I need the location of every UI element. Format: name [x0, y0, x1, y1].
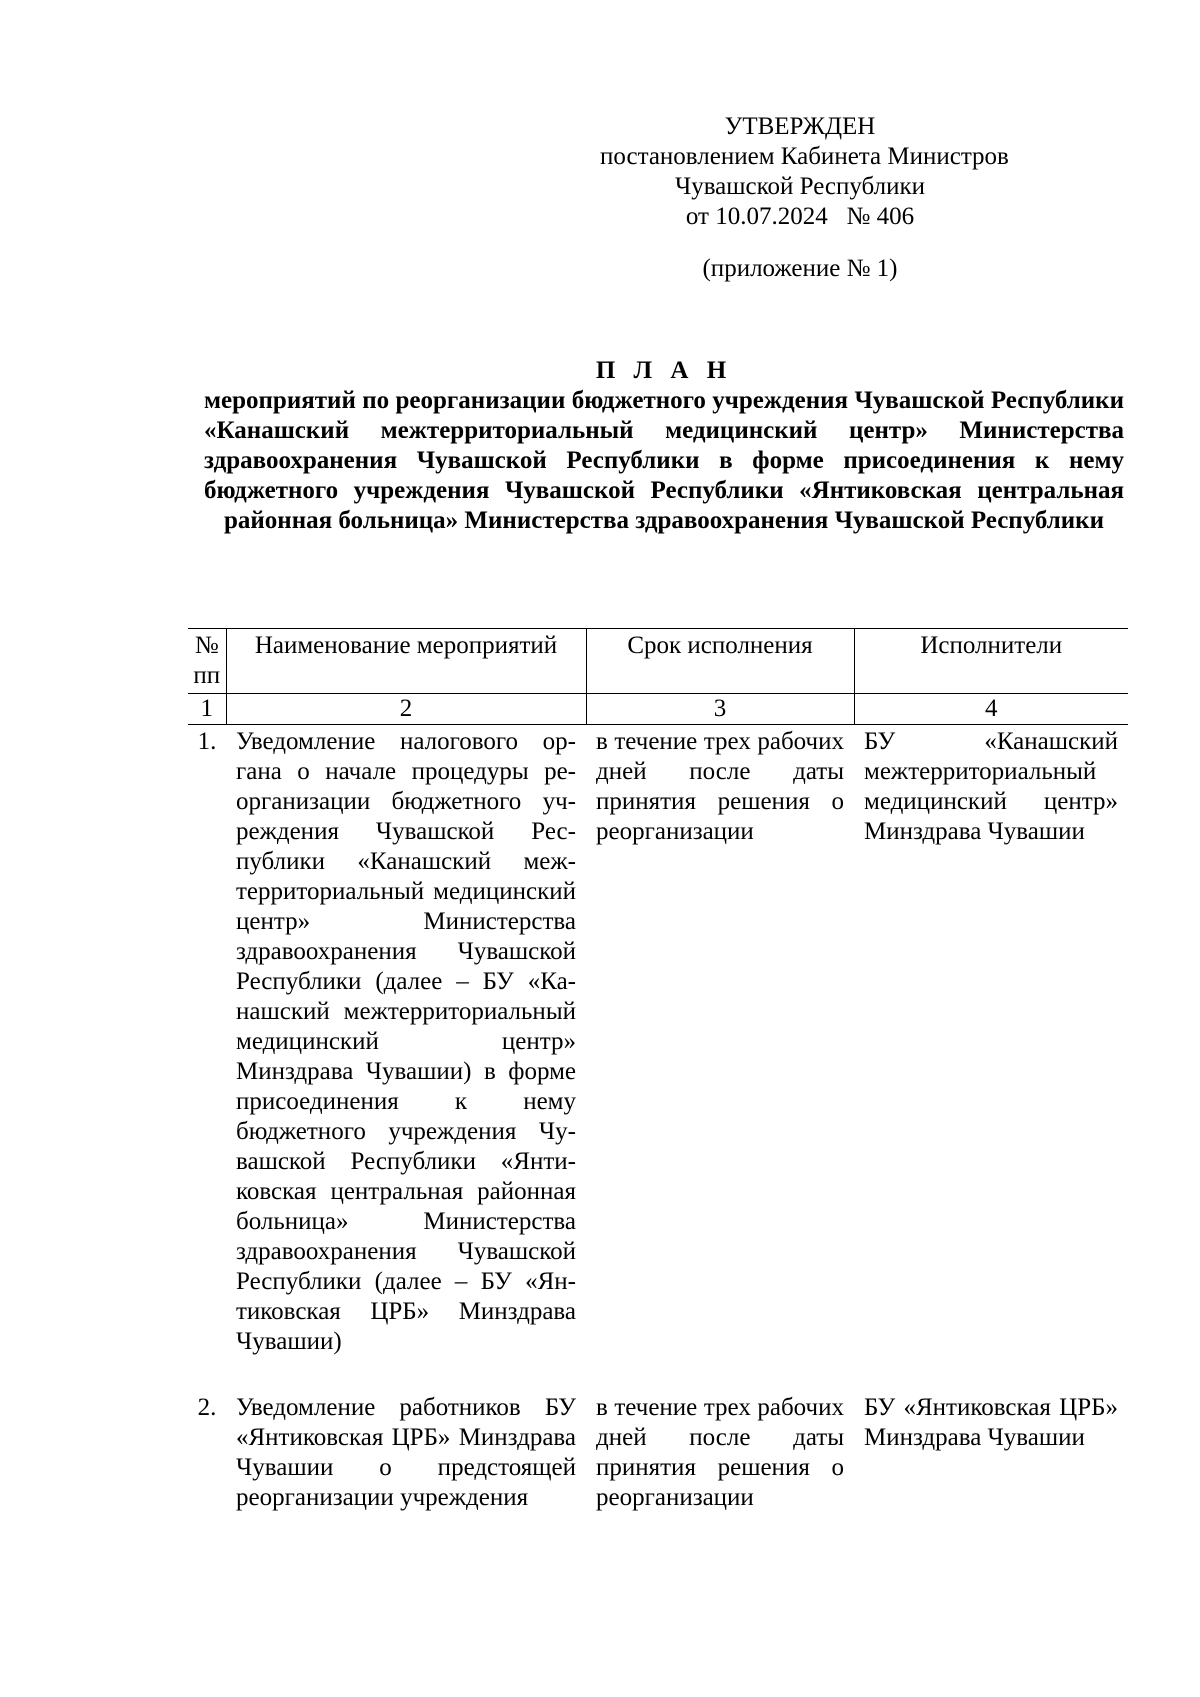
row-executor: БУ «Канашский межтерриториальный медицинский центр» Минздрава Чувашии	[864, 728, 1118, 845]
column-number-1: 1	[188, 694, 226, 725]
approval-decree-line: постановлением Кабинета Министров	[600, 143, 1009, 170]
appendix-label: (приложение № 1)	[702, 255, 898, 282]
approval-stamp	[600, 112, 1009, 284]
plan-title: П Л А Н	[595, 357, 733, 384]
header-deadline: Срок исполнения	[586, 629, 854, 694]
column-number-4: 4	[854, 694, 1128, 725]
column-number-2: 2	[226, 694, 586, 725]
row-deadline: в течение трех рабочих дней после даты принятия решения о реорганизации	[596, 1394, 844, 1511]
plan-subtitle: мероприятий по реорганизации бюджетного учреждения Чувашской Республики «Канашский межтерриториальный медицинский центр» Министерства здравоохранения Чувашской Республики в форме присоединения к нему бюджетного учреждения Чувашской Республики «Янтиковская центральная районная больница» Министерства здравоохранения Чувашской Республики	[204, 387, 1124, 534]
table-row	[188, 1391, 1128, 1513]
row-activity: Уведомление налогового органа о начале процедуры реорганизации бюджетного учреждения Чувашской Республики «Канашский межтерриториальный медицинский центр» Министерства здравоохранения Чувашской Республики (далее – БУ «Канашский межтерриториальный медицинский центр» Минздрава Чувашии) в форме присоединения к нему бюджетного учреждения Чувашской Республики «Янтиковская центральная районная больница» Министерства здравоохранения Чувашской Республики (далее – БУ «Янтиковская ЦРБ» Минздрава Чувашии)	[236, 728, 576, 1355]
plan-title-block	[204, 356, 1124, 536]
approval-republic-line: Чувашской Республики	[674, 173, 926, 200]
table-header-row	[188, 629, 1128, 694]
row-deadline: в течение трех рабочих дней после даты принятия решения о реорганизации	[596, 728, 844, 845]
row-activity: Уведомление работников БУ «Янтиковская ЦРБ» Минздрава Чувашии о предстоящей реорганизации учреждения	[236, 1394, 576, 1511]
approval-heading: УТВЕРЖДЕН	[724, 113, 876, 140]
approval-date-number: от 10.07.2024 № 406	[685, 203, 915, 230]
row-number: 1.	[197, 728, 217, 755]
table-row	[188, 725, 1128, 1392]
column-numbers-row	[188, 694, 1128, 725]
header-executor: Исполнители	[854, 629, 1128, 694]
row-number: 2.	[197, 1394, 217, 1421]
row-executor: БУ «Янтиковская ЦРБ» Минздрава Чувашии	[864, 1394, 1118, 1451]
plan-table	[188, 628, 1128, 1513]
header-number: № пп	[188, 629, 226, 694]
column-number-3: 3	[586, 694, 854, 725]
header-name: Наименование мероприятий	[226, 629, 586, 694]
